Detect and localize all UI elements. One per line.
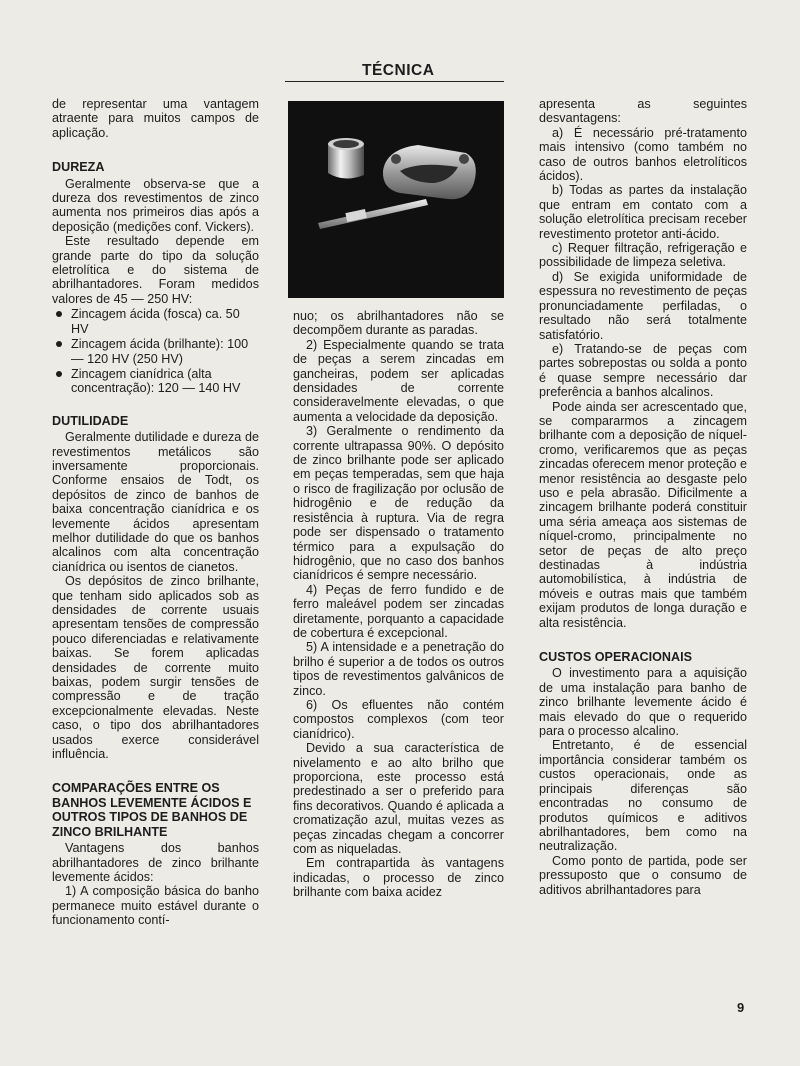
paragraph: e) Tratando-se de peças com partes sobrepostas ou solda a ponto é quase sempre necessário dar preferência a banhos alcalinos. [539,341,747,400]
section-heading-custos: CUSTOS OPERACIONAIS [539,650,693,665]
column-1 [52,97,259,928]
paragraph: b) Todas as partes da instalação que entram em contato com a solução eletrolítica precisam receber revestimento protetor anti-ácido. [539,183,747,241]
paragraph: apresenta as seguintes desvantagens: [539,97,747,126]
paragraph: Vantagens dos banhos abrilhantadores de zinco brilhante levemente ácidos: [52,841,259,884]
paragraph: Em contrapartida às vantagens indicadas, o processo de zinco brilhante com baixa acidez [293,856,504,900]
list-item: Zincagem ácida (brilhante): 100 — 120 HV (250 HV) [52,337,259,366]
page-number: 9 [737,1000,745,1015]
section-heading-dureza: DUREZA [52,160,105,175]
paragraph: 6) Os efluentes não contém compostos complexos (com teor cianídrico). [293,697,504,741]
paragraph: Devido a sua característica de nivelamento e ao alto brilho que proporciona, este processo está predestinado a ser o preferido para fins decorativos. Quando é aplicada a cromatização azul, muitas vezes as peças zincadas chegam a concorrer com as niqueladas. [293,741,504,857]
paragraph: Geralmente dutilidade e dureza de revestimentos metálicos são inversamente proporcionais. Conforme ensaios de Todt, os depósitos de zinco de banhos de baixa concentração cianídrica e os levemente ácidos apresentam melhor dutilidade do que os banhos alcalinos com alta concentração cianídrica ou isentos de cianetos. [52,430,259,574]
intro-paragraph: de representar uma vantagem atraente para muitos campos de aplicação. [52,97,259,140]
bullet-icon [56,311,62,317]
hardness-list [52,307,259,395]
list-item: Zincagem ácida (fosca) ca. 50 HV [52,307,259,336]
paragraph: 1) A composição básica do banho permanece muito estável durante o funcionamento contí- [52,884,259,928]
paragraph: nuo; os abrilhantadores não se decompõem durante as paradas. [293,309,504,338]
paragraph: Entretanto, é de essencial importância considerar também os custos operacionais, onde as principais diferenças são encontradas no consumo de produtos químicos e aditivos abrilhantadores, bem como na neutralização. [539,738,747,854]
section-heading-dutilidade: DUTILIDADE [52,413,129,428]
paragraph: 3) Geralmente o rendimento da corrente ultrapassa 90%. O depósito de zinco brilhante pode ser aplicado em peças temperadas, sem que haja o risco de fragilização por oclusão de hidrogênio e de redução da resistência à ruptura. Via de regra pode ser dispensado o tratamento térmico para a expulsação do hidrogênio, que no caso dos banhos cianídricos é sempre necessário. [293,424,504,583]
paragraph: 5) A intensidade e a penetração do brilho é superior a de todos os outros tipos de revestimentos galvânicos de zinco. [293,640,504,698]
column-2 [293,309,504,900]
column-3 [539,97,747,897]
paragraph: Pode ainda ser acrescentado que, se compararmos a zincagem brilhante com a deposição de níquel-cromo, verificaremos que as peças zincadas oferecem menor proteção e menor resistência ao desgaste pelo uso e pela abrasão. Dificilmente a zincagem brilhante poderá constituir uma séria ameaça aos sistemas de níquel-cromo, principalmente no setor de peças de alto preço destinadas à indústria automobilística, à indústria de móveis e outras mais que também exijam produtos de longa duração e alta resistência. [539,399,747,630]
section-title: TÉCNICA [362,62,435,79]
bullet-icon [56,371,62,377]
section-heading-comparacoes: COMPARAÇÕES ENTRE OS BANHOS LEVEMENTE ÁCIDOS E OUTROS TIPOS DE BANHOS DE ZINCO BRILHANTE [52,781,252,839]
paragraph: 2) Especialmente quando se trata de peças a serem zincadas em gancheiras, podem ser aplicadas densidades de corrente consideravelmente elevadas, o que aumenta a velocidade da deposição. [293,337,504,424]
article-photo [288,101,504,298]
paragraph: Este resultado depende em grande parte do tipo da solução eletrolítica e do sistema de abrilhantadores. Foram medidos valores de 45 — 250 HV: [52,234,259,306]
paragraph: c) Requer filtração, refrigeração e possibilidade de limpeza seletiva. [539,241,747,270]
header-rule [285,81,504,82]
paragraph: Como ponto de partida, pode ser pressuposto que o consumo de aditivos abrilhantadores para [539,853,747,897]
paragraph: 4) Peças de ferro fundido e de ferro maleável podem ser zincadas diretamente, porquanto a capacidade de cobertura é excepcional. [293,582,504,640]
paragraph: O investimento para a aquisição de uma instalação para banho de zinco brilhante levemente ácido é mais elevado do que o requerido para o processo alcalino. [539,666,747,739]
paragraph: a) É necessário pré-tratamento mais intensivo (como também no caso de outros banhos eletrolíticos ácidos). [539,125,747,184]
paragraph: Geralmente observa-se que a dureza dos revestimentos de zinco aumenta nos primeiros dias após a deposição (medições conf. Vickers). [52,176,259,234]
metal-parts-image [288,101,504,298]
list-item: Zincagem cianídrica (alta concentração): 120 — 140 HV [52,367,259,396]
paragraph: d) Se exigida uniformidade de espessura no revestimento de peças pronunciadamente perfiladas, o resultado não será totalmente satisfatório. [539,269,747,342]
bullet-icon [56,341,62,347]
paragraph: Os depósitos de zinco brilhante, que tenham sido aplicados sob as densidades de corrente usuais apresentam tensões de compressão pouco diferenciadas e relativamente baixas. Se forem aplicadas densidades de corrente muito baixas, podem surgir tensões de compressão e de tração excepcionalmente elevadas. Neste caso, o tipo dos abrilhantadores usados exerce considerável influência. [52,574,259,762]
